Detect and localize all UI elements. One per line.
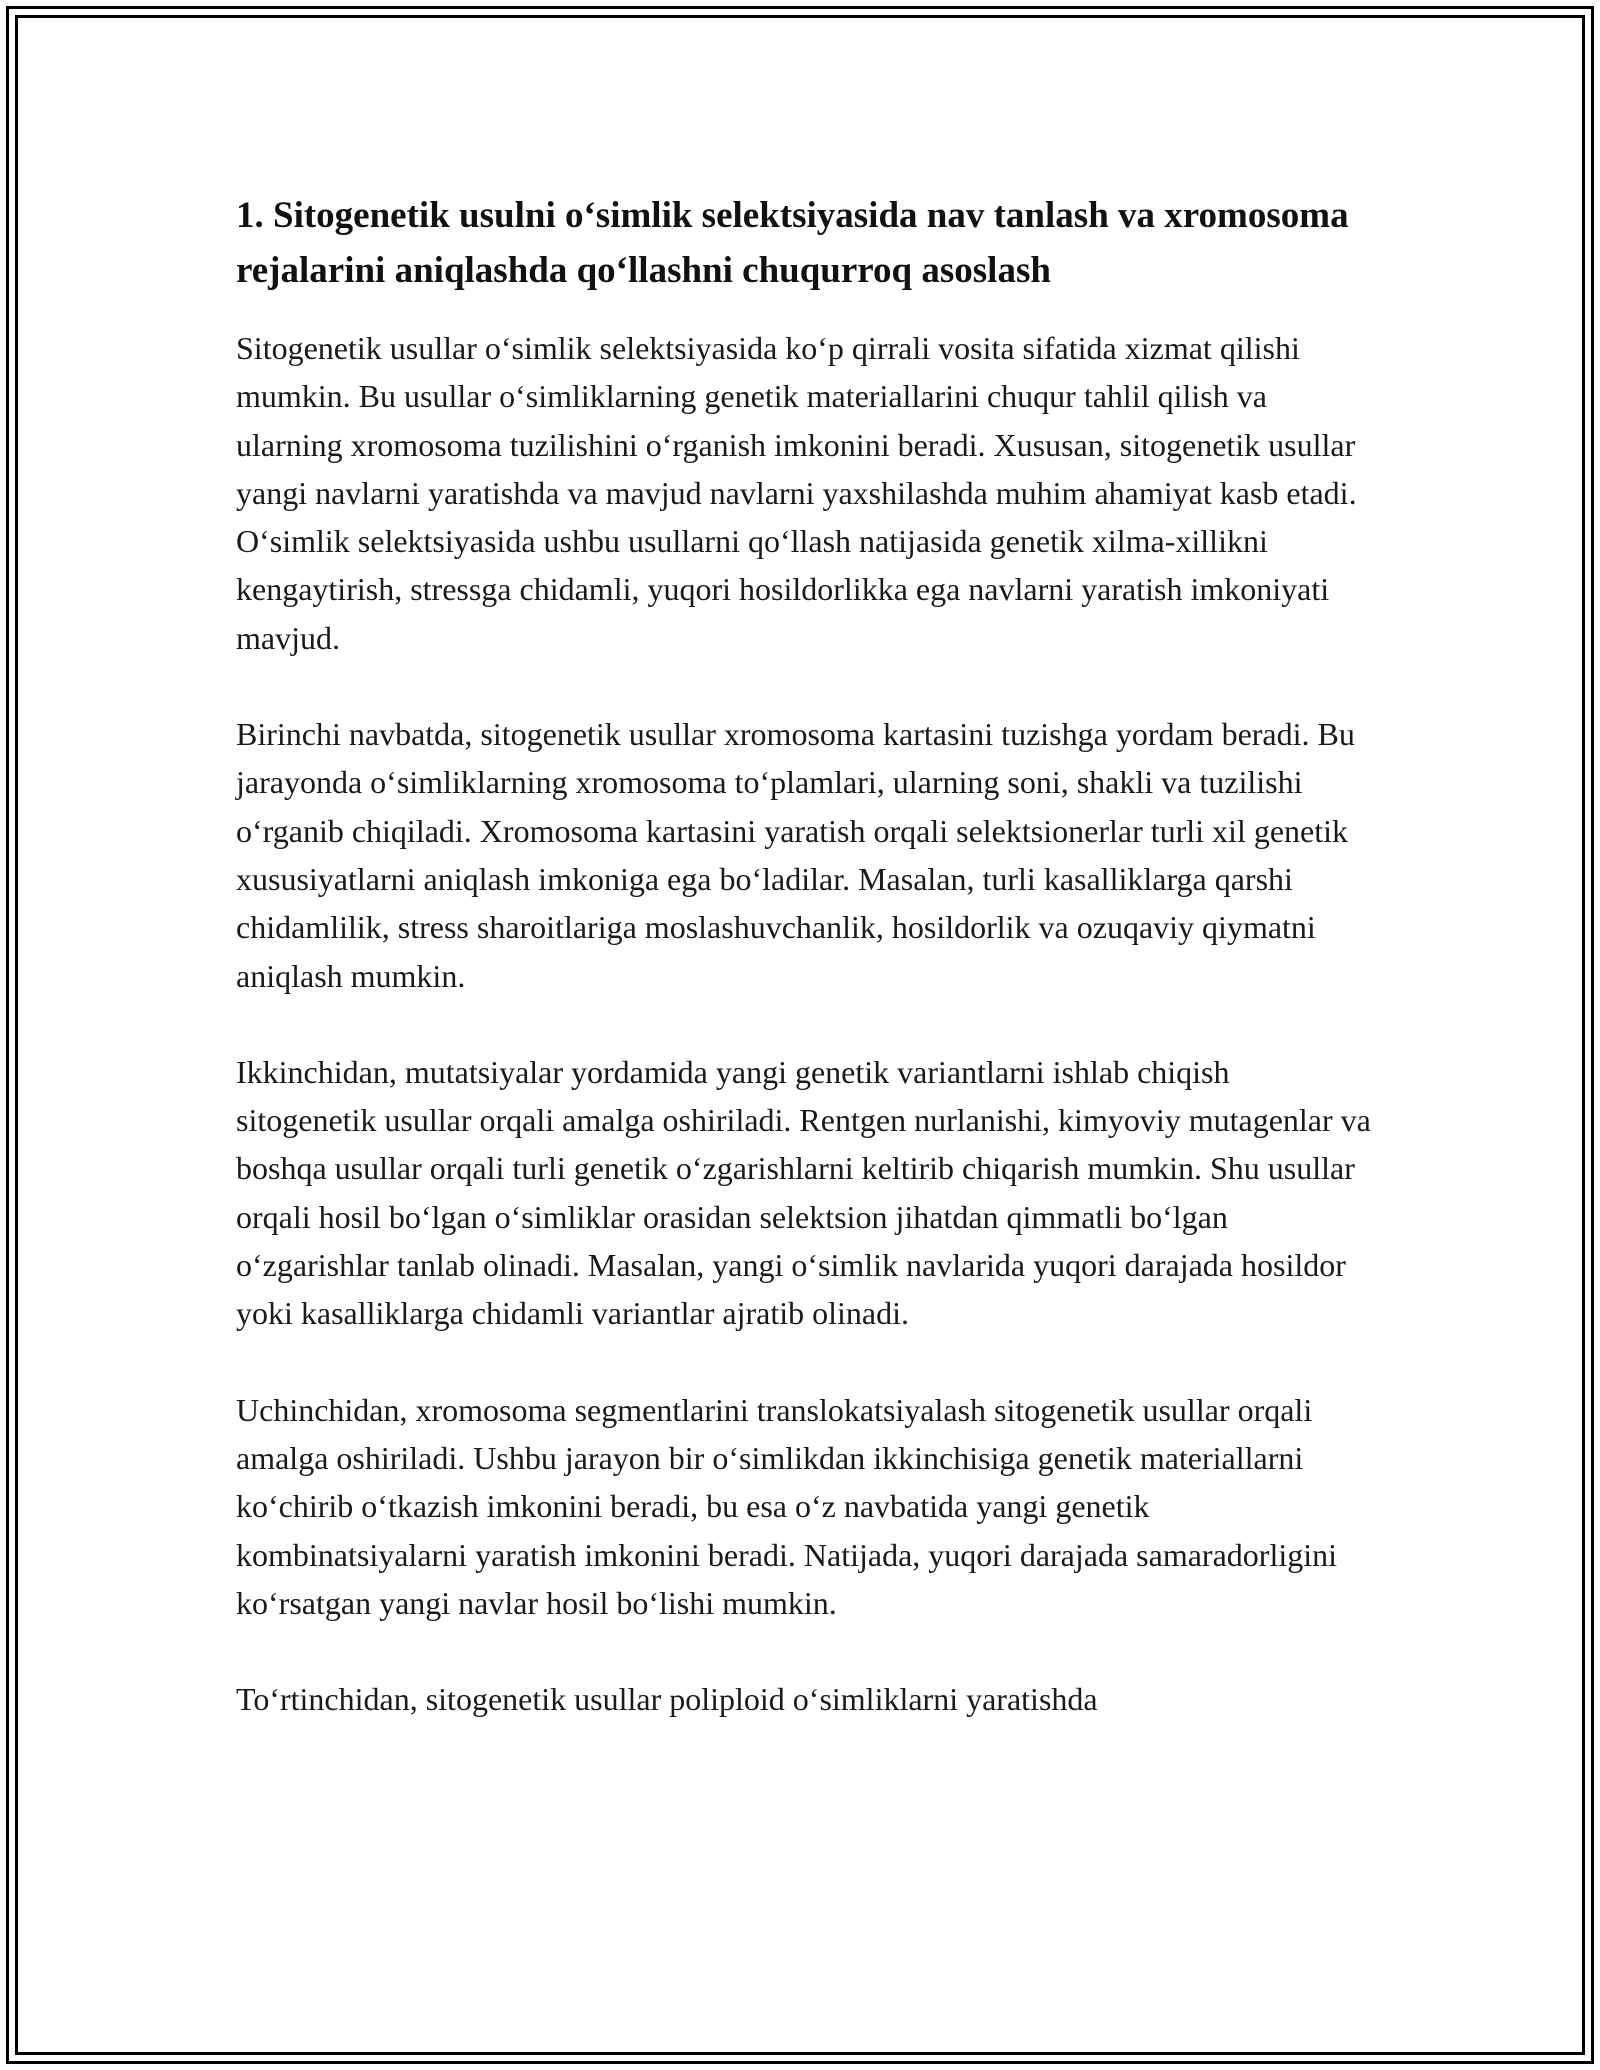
paragraph-second: Ikkinchidan, mutatsiyalar yordamida yangi genetik variantlarni ishlab chiqish sitogenetik usullar orqali amalga oshiriladi. Rentgen nurlanishi, kimyoviy mutagenlar va boshqa usullar orqali turli genetik o‘zgarishlarni keltirib chiqarish mumkin. Shu usullar orqali hosil bo‘lgan o‘simliklar orasidan selektsion jihatdan qimmatli bo‘lgan o‘zgarishlar tanlab olinadi. Masalan, yangi o‘simlik navlarida yuqori darajada hosildor yoki kasalliklarga chidamli variantlar ajratib olinadi.: [236, 1053, 1371, 1332]
section-heading: 1. Sitogenetik usulni o‘simlik selektsiyasida nav tanlash va xromosoma rejalarini aniqlashda qo‘llashni chuqurroq asoslash: [236, 195, 1349, 291]
paragraph-fourth: To‘rtinchidan, sitogenetik usullar poliploid o‘simliklarni yaratishda: [236, 1681, 1098, 1718]
paragraph-first: Birinchi navbatda, sitogenetik usullar xromosoma kartasini tuzishga yordam beradi. Bu jarayonda o‘simliklarning xromosoma to‘plamlari, ularning soni, shakli va tuzilishi o‘rganib chiqiladi. Xromosoma kartasini yaratish orqali selektsionerlar turli xil genetik xususiyatlarni aniqlash imkoniga ega bo‘ladilar. Masalan, turli kasalliklarga qarshi chidamlilik, stress sharoitlariga moslashuvchanlik, hosildorlik va ozuqaviy qiymatni aniqlash mumkin.: [236, 716, 1355, 994]
document-body: [236, 188, 1376, 1771]
paragraph-third: Uchinchidan, xromosoma segmentlarini translokatsiyalash sitogenetik usullar orqali amalga oshiriladi. Ushbu jarayon bir o‘simlikdan ikkinchisiga genetik materiallarni ko‘chirib o‘tkazish imkonini beradi, bu esa o‘z navbatida yangi genetik kombinatsiyalarni yaratish imkonini beradi. Natijada, yuqori darajada samaradorligini ko‘rsatgan yangi navlar hosil bo‘lishi mumkin.: [236, 1391, 1337, 1621]
paragraph-intro: Sitogenetik usullar o‘simlik selektsiyasida ko‘p qirrali vosita sifatida xizmat qilishi mumkin. Bu usullar o‘simliklarning genetik materiallarini chuqur tahlil qilish va ularning xromosoma tuzilishini o‘rganish imkonini beradi. Xususan, sitogenetik usullar yangi navlarni yaratishda va mavjud navlarni yaxshilashda muhim ahamiyat kasb etadi. O‘simlik selektsiyasida ushbu usullarni qo‘llash natijasida genetik xilma-xillikni kengaytirish, stressga chidamli, yuqori hosildorlikka ega navlarni yaratish imkoniyati mavjud.: [236, 330, 1357, 656]
